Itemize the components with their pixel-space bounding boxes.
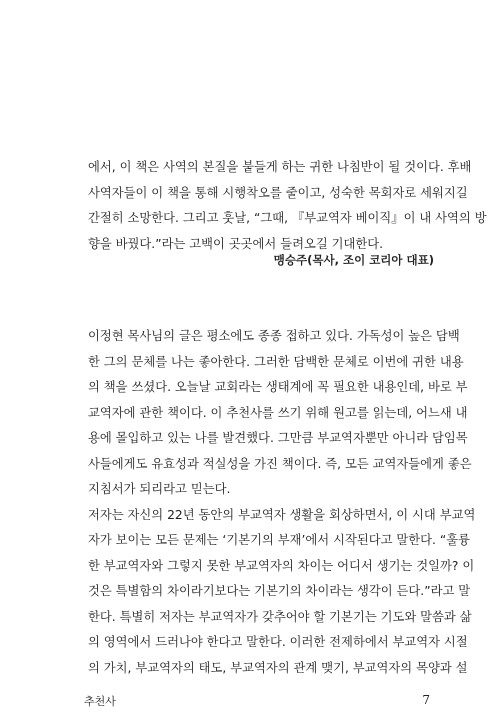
text-line: 한 부교역자와 그렇지 못한 부교역자의 차이는 어디서 생기는 것일까? 이 bbox=[88, 558, 475, 573]
text-line: 의 영역에서 드러나야 한다고 말한다. 이러한 전제하에서 부교역자 시절 bbox=[88, 635, 468, 649]
text-line: 의 가치, 부교역자의 태도, 부교역자의 관계 맺기, 부교역자의 목양과 설 bbox=[88, 660, 468, 675]
text-line: 사역자들이 이 책을 통해 시행착오를 줄이고, 성숙한 목회자로 세워지길 bbox=[88, 185, 468, 200]
running-footer-section: 추천사 bbox=[84, 695, 116, 708]
text-line: 에서, 이 책은 사역의 본질을 붙들게 하는 귀한 나침반이 될 것이다. 후배 bbox=[88, 160, 472, 174]
text-line: 이정현 목사님의 글은 평소에도 종종 접하고 있다. 가독성이 높은 담백 bbox=[88, 329, 460, 343]
text-line: 용에 몰입하고 있는 나를 발견했다. 그만큼 부교역자뿐만 아니라 담임목 bbox=[88, 431, 468, 445]
text-line: 의 책을 쓰셨다. 오늘날 교회라는 생태계에 꼭 필요한 내용인데, 바로 부 bbox=[88, 380, 468, 394]
text-line: 자가 보이는 모든 문제는 ‘기본기의 부재’에서 시작된다고 말한다. “훌륭 bbox=[88, 533, 470, 547]
text-line: 저자는 자신의 22년 동안의 부교역자 생활을 회상하면서, 이 시대 부교역 bbox=[88, 507, 476, 522]
text-line: 향을 바꿨다.”라는 고백이 곳곳에서 들려오길 기대한다. bbox=[88, 236, 384, 251]
text-line: 것은 특별함의 차이라기보다는 기본기의 차이라는 생각이 든다.”라고 말 bbox=[88, 584, 471, 598]
text-line: 한 그의 문체를 나는 좋아한다. 그러한 담백한 문체로 이번에 귀한 내용 bbox=[88, 354, 464, 369]
page-number: 7 bbox=[422, 693, 430, 707]
endorser-signature: 맹승주(목사, 조이 코리아 대표) bbox=[273, 253, 434, 267]
endorsement-paragraph-2 bbox=[88, 324, 476, 681]
text-line: 한다. 특별히 저자는 부교역자가 갖추어야 할 기본기는 기도와 말씀과 삶 bbox=[88, 609, 472, 624]
text-line: 교역자에 관한 책이다. 이 추천사를 쓰기 위해 원고를 읽는데, 어느새 내 bbox=[88, 405, 468, 420]
text-line: 간절히 소망한다. 그리고 훗날, “그때, 『부교역자 베이직』이 내 사역의 방 bbox=[88, 211, 487, 225]
endorsement-paragraph-1 bbox=[88, 155, 487, 257]
text-line: 지침서가 되리라고 믿는다. bbox=[88, 482, 231, 496]
text-line: 사들에게도 유효성과 적실성을 가진 책이다. 즉, 모든 교역자들에게 좋은 bbox=[88, 456, 472, 471]
